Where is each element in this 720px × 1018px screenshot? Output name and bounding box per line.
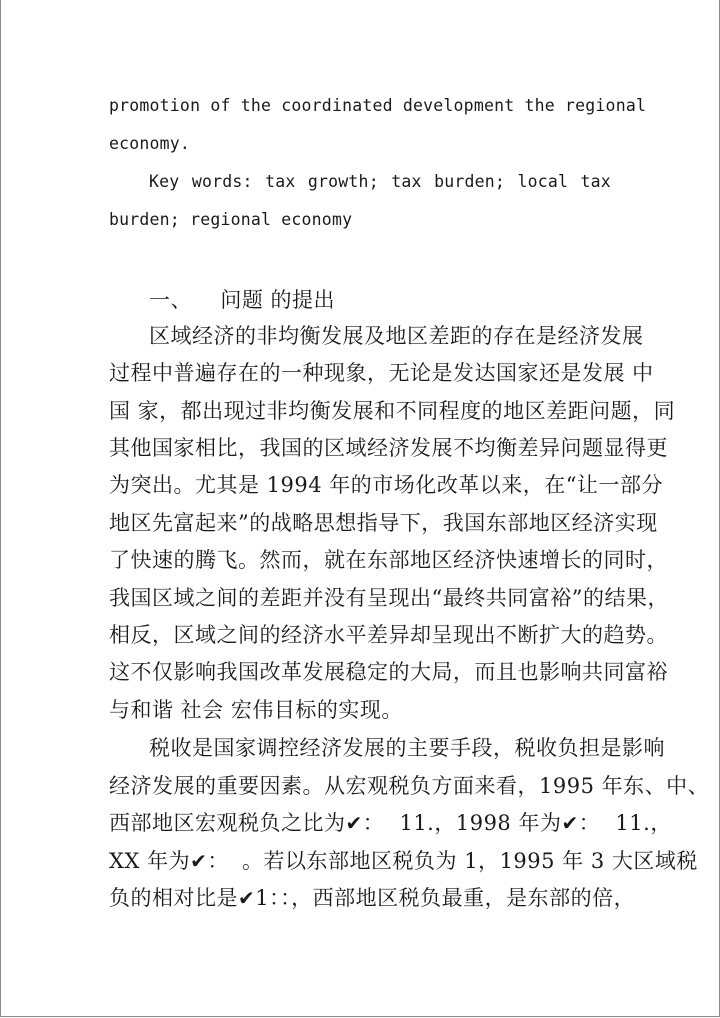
paragraph-line: 为突出。尤其是 1994 年的市场化改革以来，在“让一部分	[109, 473, 664, 497]
keyword-token: tax	[265, 172, 296, 191]
colon-symbol: ：	[280, 886, 292, 910]
paragraph-line: 税收是国家调控经济发展的主要手段，税收负担是影响	[149, 736, 665, 760]
text-segment: 负的相对比是	[109, 886, 238, 910]
keyword-token: tax	[580, 172, 611, 191]
colon-symbol: ：	[207, 849, 229, 873]
paragraph-line: 地区先富起来”的战略思想指导下，我国东部地区经济实现	[109, 511, 658, 535]
keyword-token: burden;	[434, 172, 506, 191]
text-segment: 11.，1998 年为	[399, 811, 562, 835]
text-segment: XX 年为	[109, 849, 191, 873]
keyword-token: growth;	[307, 172, 379, 191]
keyword-token: tax	[391, 172, 422, 191]
text-segment: 西部地区宏观税负之比为	[109, 811, 346, 835]
paragraph-line	[109, 845, 698, 875]
section-number: 一、	[149, 288, 192, 312]
paragraph-line: 我国区域之间的差距并没有呈现出“最终共同富裕”的结果，	[109, 586, 669, 610]
colon-symbol: ：	[269, 886, 281, 910]
paragraph-line: 过程中普遍存在的一种现象，无论是发达国家还是发展 中	[109, 361, 654, 385]
one-symbol: 1	[255, 886, 270, 910]
paragraph-line: 了快速的腾飞。然而，就在东部地区经济快速增长的同时，	[109, 548, 668, 572]
text-segment: ，西部地区税负最重，是东部的倍，	[291, 886, 636, 910]
paragraph-line	[109, 807, 672, 837]
colon-symbol: ：	[362, 811, 385, 835]
colon-symbol: ：	[578, 811, 601, 835]
section-heading	[149, 284, 335, 314]
paragraph-line: 与和谐 社会 宏伟目标的实现。	[109, 698, 403, 722]
checkmark-icon: ✔	[190, 849, 208, 873]
keyword-token: local	[517, 172, 569, 191]
paragraph-line: 经济发展的重要因素。从宏观税负方面来看，1995 年东、中、	[109, 774, 710, 798]
paragraph-line: 国 家，都出现过非均衡发展和不同程度的地区差距问题，同	[109, 399, 676, 423]
section-title: 问题 的提出	[220, 288, 336, 312]
abstract-line: economy.	[109, 134, 191, 153]
checkmark-icon: ✔	[238, 886, 256, 910]
checkmark-icon: ✔	[561, 811, 579, 835]
paragraph-line: 区域经济的非均衡发展及地区差距的存在是经济发展	[149, 324, 644, 348]
abstract-line: promotion of the coordinated development the regional	[109, 96, 647, 115]
keyword-token: words:	[191, 172, 253, 191]
paragraph-line	[109, 882, 635, 912]
keywords-line: burden; regional economy	[109, 210, 353, 229]
paragraph-line: 相反，区域之间的经济水平差异却呈现出不断扩大的趋势。	[109, 623, 668, 647]
keyword-token: Key	[149, 172, 180, 191]
keywords-line	[149, 172, 611, 191]
paragraph-line: 其他国家相比，我国的区域经济发展不均衡差异问题显得更	[109, 436, 668, 460]
text-segment: 11.，	[615, 811, 672, 835]
paragraph-line: 这不仅影响我国改革发展稳定的大局，而且也影响共同富裕	[109, 660, 668, 684]
checkmark-icon: ✔	[345, 811, 363, 835]
text-segment: 。若以东部地区税负为 1，1995 年 3 大区域税	[242, 849, 698, 873]
